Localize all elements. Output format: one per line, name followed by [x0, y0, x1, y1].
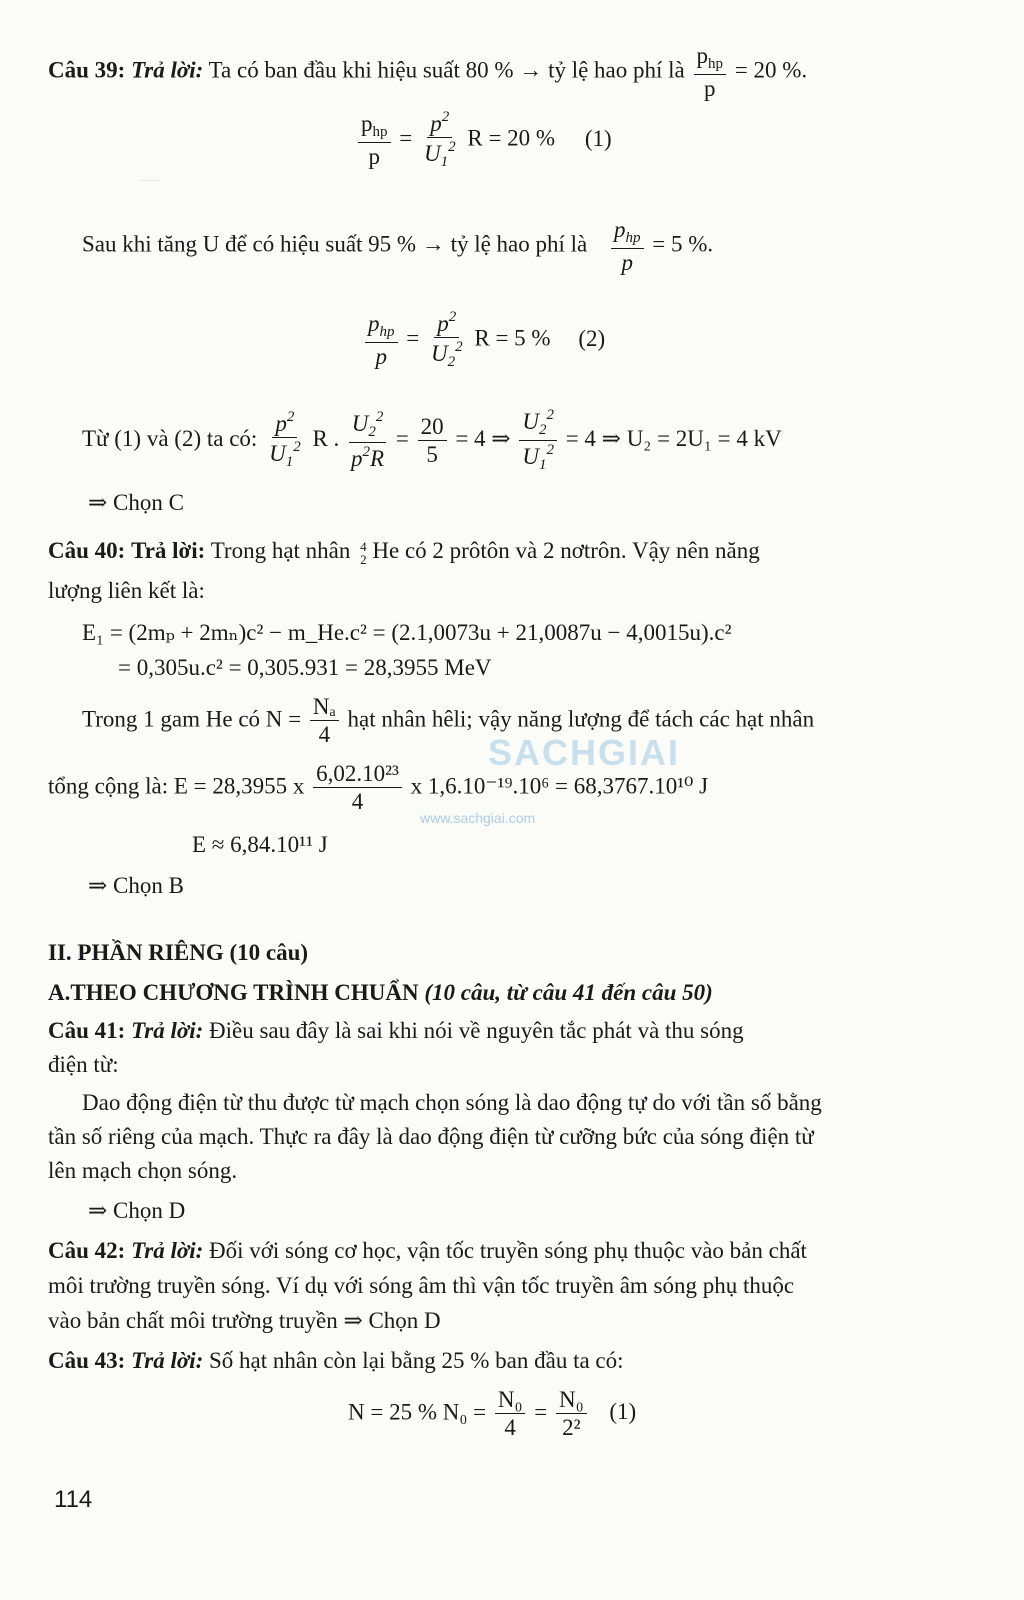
q39-eq1-rhs-num-sup: 2	[441, 109, 450, 125]
q39-combine-eq: = 4 ⇒	[455, 426, 511, 452]
q39-eq1-tag: (1)	[584, 125, 612, 151]
q39-combine-text: Từ (1) và (2) ta có:	[82, 426, 258, 452]
q42-label: Câu 42:	[48, 1238, 126, 1263]
q39-eq1-rhs-num: p	[430, 111, 442, 136]
q42-answer-label: Trả lời:	[131, 1238, 204, 1263]
q39-eq1-num: p	[361, 111, 373, 136]
q39-eq1-den: p	[368, 143, 380, 169]
q39-combine-end: = 4 ⇒ U₂ = 2U₁ = 4 kV	[565, 426, 782, 452]
q43-eq-den1: 4	[504, 1415, 516, 1441]
q42-line2: môi trường truyền sóng. Ví dụ với sóng âm thì vận tốc truyền âm sóng phụ thuộc	[48, 1273, 795, 1298]
q40-approx: E ≈ 6,84.10¹¹ J	[192, 832, 328, 857]
q39-answer-label: Trả lời:	[131, 57, 204, 83]
q40-line4-num: 6,02.10²³	[313, 762, 402, 788]
q39-line2-text: Sau khi tăng U để có hiệu suất 95 % → tỷ lệ hao phí là	[82, 231, 588, 257]
q40-line3-a: Trong 1 gam He có N =	[82, 706, 302, 732]
q39-combine-frac-2: $\frac{U_2^2}{p^2R}$	[348, 410, 387, 471]
q40-line4	[48, 762, 708, 814]
q40-line3-num: Nₐ	[310, 695, 339, 721]
q43-eq-den2: 2²	[562, 1415, 581, 1441]
q42-line1-text: Đối với sóng cơ học, vận tốc truyền sóng phụ thuộc vào bản chất	[209, 1238, 807, 1263]
q39-choice: ⇒ Chọn C	[88, 490, 184, 515]
q43-eq-frac-1	[495, 1388, 526, 1440]
q40-line1-b: He có 2 prôtôn và 2 nơtrôn. Vậy nên năng	[372, 538, 760, 563]
q40-line3-den: 4	[318, 722, 331, 748]
q41-line4: tần số riêng của mạch. Thực ra đây là dao động điện từ cưỡng bức của sóng điện từ	[48, 1124, 814, 1149]
q39-eq2-rhs: $\frac{p^2}{U_2^2}$	[430, 309, 463, 371]
q39-eq1-rest: R = 20 %	[467, 125, 556, 151]
q40-answer-label: Trả lời:	[131, 538, 206, 563]
he-mass-number: 4	[360, 538, 367, 554]
q43-eq-num1: N₀	[495, 1388, 526, 1414]
q42-line1	[48, 1238, 807, 1263]
q41-line1-text: Điều sau đây là sai khi nói về nguyên tắc phát và thu sóng	[209, 1018, 744, 1043]
q39-eq1-lhs	[358, 112, 391, 169]
q40-line4-fraction	[313, 762, 402, 814]
q39-combine-mid: R .	[312, 426, 340, 452]
q40-choice: ⇒ Chọn B	[88, 873, 184, 898]
page-number: 114	[54, 1486, 93, 1513]
q40-eq1: E₁ = (2mₚ + 2mₙ)c² − m_He.c² = (2.1,0073u + 21,0087u − 4,0015u).c²	[82, 620, 732, 645]
section-subtitle-text: A.THEO CHƯƠNG TRÌNH CHUẨN	[48, 980, 419, 1005]
q39-label: Câu 39:	[48, 57, 126, 83]
q41-line1	[48, 1018, 744, 1043]
q39-line2-value: = 5 %.	[652, 231, 714, 257]
q40-line1	[48, 538, 948, 566]
section-subtitle-note: (10 câu, từ câu 41 đến câu 50)	[424, 980, 713, 1005]
q40-eq2: = 0,305u.c² = 0,305.931 = 28,3955 MeV	[118, 655, 492, 680]
q39-eq1-rhs	[421, 110, 459, 171]
q40-line4-den: 4	[351, 789, 364, 815]
q43-answer-label: Trả lời:	[131, 1348, 204, 1373]
q43-eq-num2: N₀	[556, 1388, 587, 1414]
q41-label: Câu 41:	[48, 1018, 126, 1043]
q40-line2: lượng liên kết là:	[48, 578, 205, 603]
q43-eq-a: N = 25 % N₀ =	[348, 1399, 487, 1425]
q39-combine-frac-3	[418, 415, 447, 467]
q39-intro-value: = 20 %.	[734, 57, 808, 83]
q43-line1	[48, 1348, 624, 1373]
q40-line4-b: x 1,6.10⁻¹⁹.10⁶ = 68,3767.10¹⁰ J	[410, 773, 709, 799]
q41-line3: Dao động điện từ thu được từ mạch chọn sóng là dao động tự do với tần số bằng	[82, 1090, 822, 1115]
q39-combine-frac-4: $\frac{U_2^2}{U_1^2}$	[519, 408, 557, 474]
q40-line3-fraction	[310, 695, 339, 747]
q41-line5: lên mạch chọn sóng.	[48, 1158, 238, 1183]
bleed-through: —	[140, 168, 160, 190]
q39-combine-frac-den: 5	[426, 441, 438, 467]
watermark-logo: SACHGIAI	[488, 732, 681, 773]
q39-line2-fraction: $\frac{p_{hp}}{p}$	[611, 218, 644, 275]
watermark-url: www.sachgiai.com	[420, 810, 536, 826]
q39-line2	[82, 218, 713, 275]
q39-intro-num-sub: hp	[708, 56, 724, 72]
he-charge-number: 2	[360, 551, 367, 567]
q40-line1-a: Trong hạt nhân	[210, 538, 351, 563]
q41-answer-label: Trả lời:	[131, 1018, 204, 1043]
q43-line1-text: Số hạt nhân còn lại bằng 25 % ban đầu ta có:	[209, 1348, 624, 1373]
q41-choice: ⇒ Chọn D	[88, 1198, 186, 1223]
q39-eq1-num-sub: hp	[372, 124, 388, 140]
section-title: II. PHẦN RIÊNG (10 câu)	[48, 940, 309, 965]
q39-eq1-rhs-den-sub: 1	[440, 154, 449, 171]
q39-combine: Từ (1) và (2) ta có: $\frac{p^2}{U_1^2}$ R . $\frac{U_2^2}{p^2R}$ = $\frac{20}{5}$ = 4 ⇒ $\frac{U_2^2}{U_1^2}$ = 4 ⇒ U₂ = 2U₁ = 4 kV	[82, 407, 782, 473]
he-nuclide-numbers	[360, 540, 367, 566]
q39-eq1-rhs-den: U	[423, 141, 441, 167]
q43-label: Câu 43:	[48, 1348, 126, 1373]
section-subtitle	[48, 980, 713, 1005]
q39-equation-1: $\frac{p_{hp}}{p}$ = $\frac{p^2}{U_1^2}$ R = 20 % (1)	[355, 110, 612, 171]
q39-eq2-tag: (2)	[578, 325, 606, 351]
q40-line3	[82, 695, 814, 747]
q43-eq-frac-2	[556, 1388, 587, 1440]
q39-intro-fraction	[694, 44, 727, 101]
q40-label: Câu 40:	[48, 538, 126, 563]
q39-combine-frac-1: $\frac{p^2}{U_1^2}$	[269, 409, 301, 471]
q39-combine-frac-num: 20	[418, 415, 447, 441]
q41-line2: điện từ:	[48, 1052, 119, 1077]
q39-eq2-lhs: $\frac{p_{hp}}{p}$	[365, 312, 398, 369]
q42-line3: vào bản chất môi trường truyền ⇒ Chọn D	[48, 1308, 441, 1333]
q43-eq-mid: =	[534, 1399, 548, 1425]
q43-equation	[348, 1388, 636, 1440]
q39-line1	[48, 44, 807, 101]
q39-intro-num: p	[696, 43, 709, 68]
q39-equation-2: $\frac{p_{hp}}{p}$ = $\frac{p^2}{U_2^2}$ R = 5 % (2)	[362, 310, 605, 371]
q40-line3-b: hạt nhân hêli; vậy năng lượng để tách các hạt nhân	[347, 706, 815, 732]
q39-eq1-rhs-den-sup: 2	[448, 139, 456, 156]
q39-eq2-rest: R = 5 %	[474, 325, 551, 351]
q39-intro: Ta có ban đầu khi hiệu suất 80 % → tỷ lệ hao phí là	[208, 57, 685, 83]
q43-eq-tag: (1)	[609, 1399, 637, 1425]
q40-line4-a: tổng cộng là: E = 28,3955 x	[48, 773, 305, 799]
q39-intro-den: p	[704, 75, 716, 101]
